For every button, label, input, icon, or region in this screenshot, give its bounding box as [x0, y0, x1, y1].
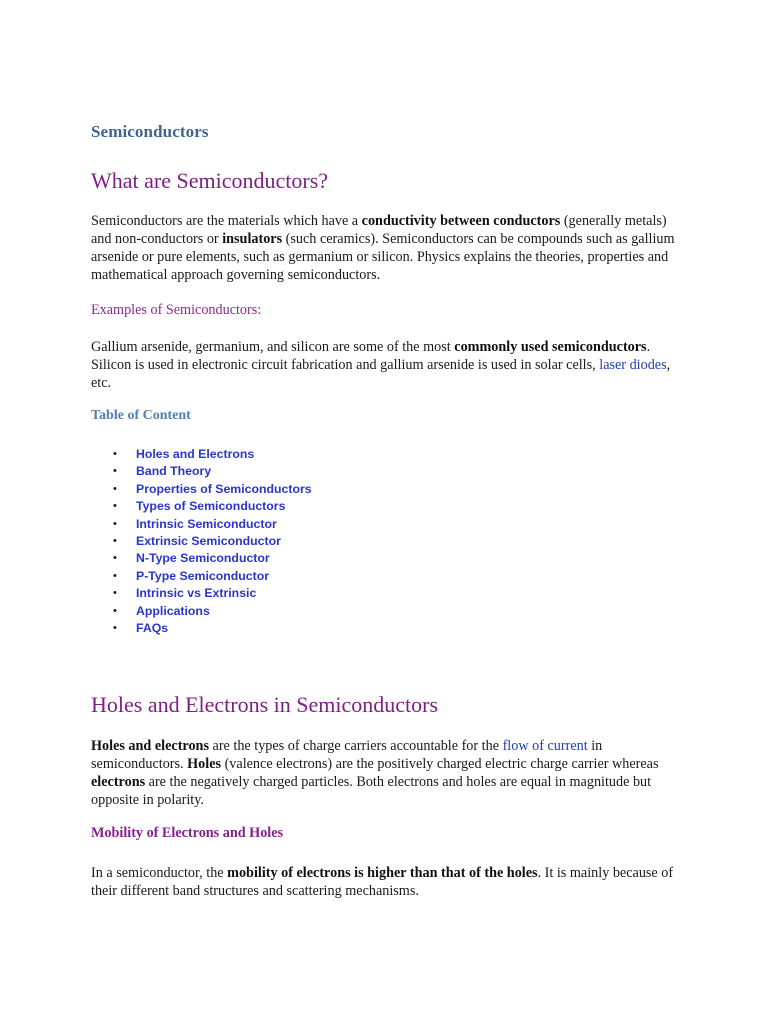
toc-item	[91, 446, 312, 463]
flow-of-current-link[interactable]: flow of current	[502, 738, 588, 754]
toc-link-types[interactable]: Types of Semiconductors	[136, 499, 286, 514]
table-of-contents	[91, 446, 312, 637]
bullet-icon: •	[113, 465, 117, 478]
toc-item	[91, 481, 312, 498]
bullet-icon: •	[113, 482, 117, 495]
toc-link-applications[interactable]: Applications	[136, 603, 210, 618]
toc-title: Table of Content	[91, 408, 191, 423]
toc-item	[91, 620, 312, 637]
laser-diodes-link[interactable]: laser diodes	[599, 357, 667, 373]
bullet-icon: •	[113, 552, 117, 565]
toc-link-properties[interactable]: Properties of Semiconductors	[136, 481, 312, 496]
intro-paragraph: Semiconductors are the materials which have a conductivity between conductors (generally metals) and non-conductors or insulators (such ceramics). Semiconductors can be compounds such as gallium arsenide or pure elements, such as germanium or silicon. Physics explains the theories, properties and mathematical approach governing semiconductors.	[91, 213, 675, 283]
toc-link-n-type[interactable]: N-Type Semiconductor	[136, 551, 270, 566]
toc-link-p-type[interactable]: P-Type Semiconductor	[136, 568, 270, 583]
section-heading-holes-and-electrons: Holes and Electrons in Semiconductors	[91, 692, 439, 717]
examples-paragraph: Gallium arsenide, germanium, and silicon are some of the most commonly used semiconductors. Silicon is used in electronic circuit fabrication and gallium arsenide is used in solar cells, laser diodes, etc.	[91, 339, 671, 391]
toc-link-holes-and-electrons[interactable]: Holes and Electrons	[136, 447, 255, 461]
bullet-icon: •	[113, 587, 117, 600]
bullet-icon: •	[113, 517, 117, 530]
mobility-subheading: Mobility of Electrons and Holes	[91, 825, 284, 841]
toc-link-faqs[interactable]: FAQs	[136, 620, 169, 635]
bullet-icon: •	[113, 448, 117, 460]
toc-link-extrinsic[interactable]: Extrinsic Semiconductor	[136, 533, 281, 548]
bullet-icon: •	[113, 500, 117, 513]
toc-item	[91, 585, 312, 602]
toc-item	[91, 568, 312, 585]
bullet-icon: •	[113, 621, 117, 634]
toc-item	[91, 516, 312, 533]
bullet-icon: •	[113, 569, 117, 582]
toc-item	[91, 533, 312, 550]
document-title: Semiconductors	[91, 122, 209, 141]
toc-item	[91, 550, 312, 567]
mobility-paragraph: In a semiconductor, the mobility of electrons is higher than that of the holes. It is mainly because of their different band structures and scattering mechanisms.	[91, 865, 674, 899]
examples-subheading: Examples of Semiconductors:	[91, 302, 262, 318]
bullet-icon: •	[113, 604, 117, 617]
toc-link-intrinsic-vs-extrinsic[interactable]: Intrinsic vs Extrinsic	[136, 586, 257, 601]
bullet-icon: •	[113, 534, 117, 547]
toc-link-intrinsic[interactable]: Intrinsic Semiconductor	[136, 516, 277, 531]
toc-item	[91, 498, 312, 515]
holes-electrons-paragraph: Holes and electrons are the types of charge carriers accountable for the flow of current in semiconductors. Holes (valence electrons) are the positively charged electric charge carrier whereas electrons are the negatively charged particles. Both electrons and holes are equal in magnitude but opposite in polarity.	[91, 738, 659, 808]
section-heading-what-are-semiconductors: What are Semiconductors?	[91, 168, 329, 193]
toc-item	[91, 463, 312, 480]
toc-item	[91, 603, 312, 620]
toc-link-band-theory[interactable]: Band Theory	[136, 464, 212, 479]
